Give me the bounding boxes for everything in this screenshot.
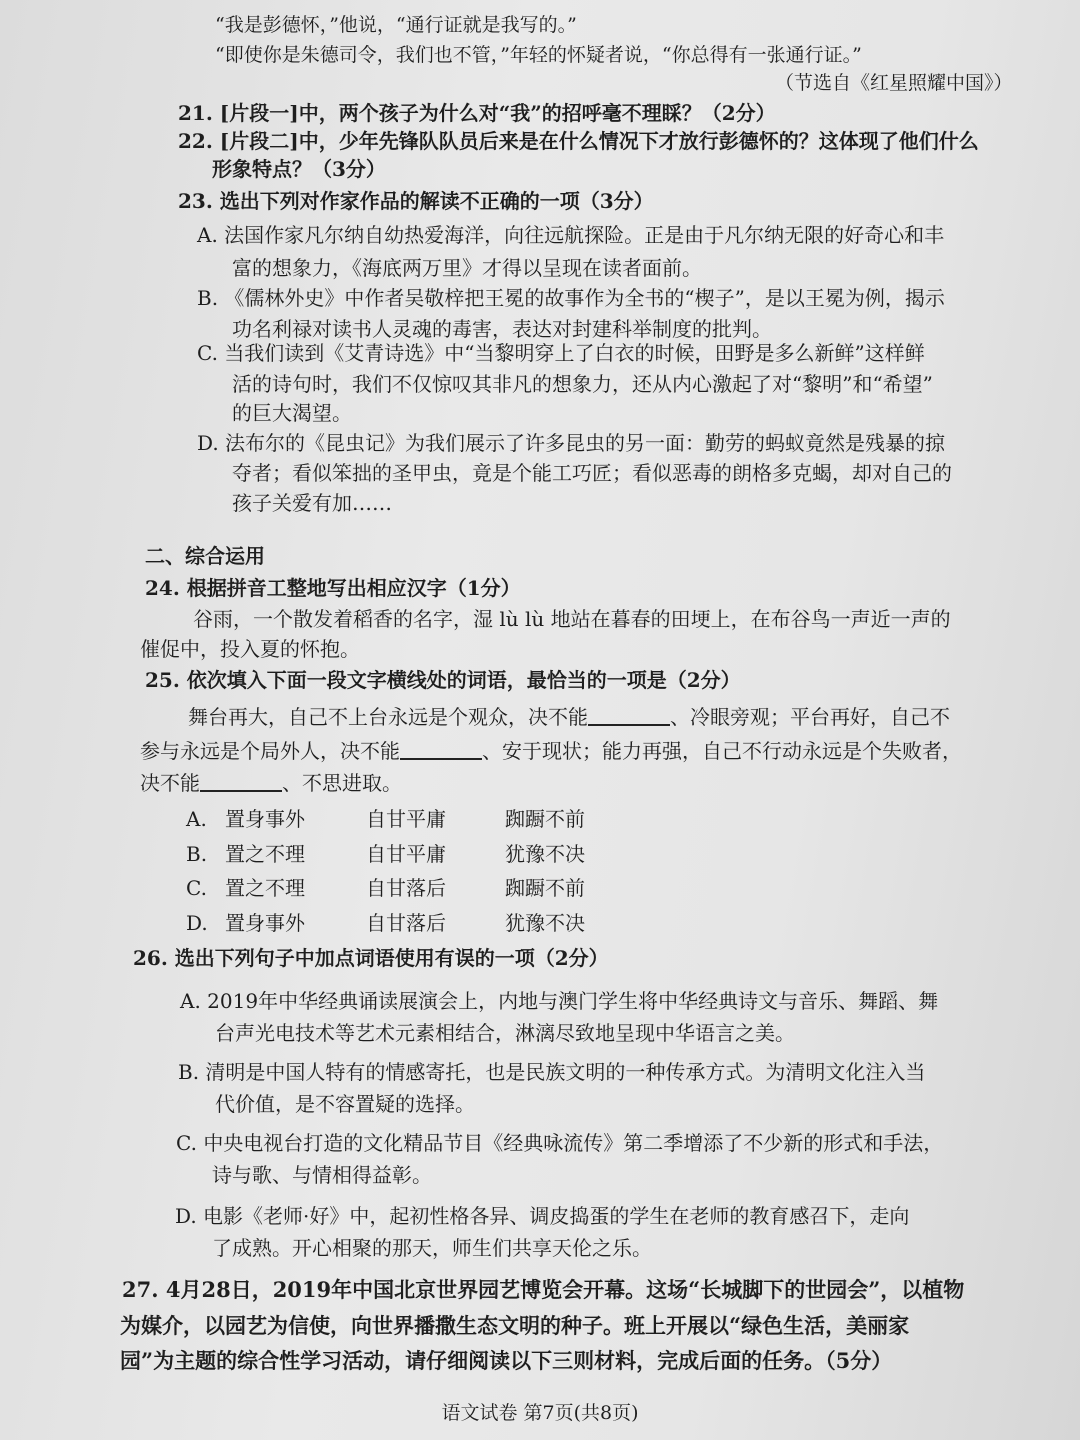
q26-option-a bbox=[180, 988, 938, 1014]
para-text: 、不思进取。 bbox=[282, 771, 402, 795]
option-text: 中央电视台打造的文化精品节目《经典咏流传》第二季增添了不少新的形式和手法， bbox=[203, 1131, 944, 1155]
question-22 bbox=[178, 128, 979, 154]
para-text: 舞台再大，自己不上台永远是个观众，决不能 bbox=[188, 705, 588, 729]
option-word-3: 犹豫不决 bbox=[505, 842, 585, 866]
option-word-3: 犹豫不决 bbox=[505, 911, 585, 935]
page-footer: 语文试卷 第7页(共8页) bbox=[441, 1402, 639, 1424]
q23-option-d bbox=[197, 430, 945, 456]
q23-option-c-cont1: 活的诗句时，我们不仅惊叹其非凡的想象力，还从内心激起了对“黎明”和“希望” bbox=[232, 372, 933, 396]
question-number: 23. bbox=[178, 189, 213, 213]
question-number: 24. bbox=[145, 576, 180, 600]
option-text: 法国作家凡尔纳自幼热爱海洋，向往远航探险。正是由于凡尔纳无限的好奇心和丰 bbox=[224, 223, 945, 247]
q23-option-d-cont1: 夺者；看似笨拙的圣甲虫，竟是个能工巧匠；看似恶毒的朗格多克蝎，却对自己的 bbox=[232, 461, 952, 485]
option-label: C. bbox=[197, 341, 218, 365]
question-26 bbox=[133, 945, 609, 971]
option-word-1: 置身事外 bbox=[225, 807, 305, 831]
question-25 bbox=[145, 667, 741, 693]
q23-option-a-cont: 富的想象力，《海底两万里》才得以呈现在读者面前。 bbox=[232, 256, 702, 280]
option-text: 2019年中华经典诵读展演会上，内地与澳门学生将中华经典诗文与音乐、舞蹈、舞 bbox=[207, 989, 939, 1013]
question-text: 选出下列对作家作品的解读不正确的一项（3分） bbox=[219, 189, 654, 213]
para-text: 、冷眼旁观；平台再好，自己不 bbox=[670, 705, 950, 729]
question-number: 22. bbox=[178, 129, 213, 153]
option-word-1: 置之不理 bbox=[225, 876, 305, 900]
para-text: 参与永远是个局外人，决不能 bbox=[140, 739, 400, 763]
section-heading: 二、综合运用 bbox=[145, 544, 265, 568]
option-label: C. bbox=[176, 1131, 197, 1155]
question-text: 4月28日，2019年中国北京世界园艺博览会开幕。这场“长城脚下的世园会”，以植物 bbox=[165, 1277, 965, 1302]
question-text: 选出下列句子中加点词语使用有误的一项（2分） bbox=[174, 946, 609, 970]
option-text: 法布尔的《昆虫记》为我们展示了许多昆虫的另一面：勤劳的蚂蚁竟然是残暴的掠 bbox=[225, 431, 946, 455]
para-text: 、安于现状；能力再强，自己不行动永远是个失败者， bbox=[482, 739, 962, 763]
question-number: 26. bbox=[133, 946, 168, 970]
option-text: 当我们读到《艾青诗选》中“当黎明穿上了白衣的时候，田野是多么新鲜”这样鲜 bbox=[224, 341, 925, 365]
q23-option-c-cont2: 的巨大渴望。 bbox=[232, 401, 352, 425]
question-21 bbox=[178, 100, 776, 126]
q25-para-3 bbox=[140, 770, 402, 796]
q24-body-1: 谷雨，一个散发着稻香的名字，湿 lù lù 地站在暮春的田埂上，在布谷鸟一声近一声的 bbox=[193, 607, 951, 631]
q26-option-b-cont: 代价值，是不容置疑的选择。 bbox=[215, 1092, 475, 1116]
option-word-3: 踟蹰不前 bbox=[505, 876, 585, 900]
para-text: 决不能 bbox=[140, 771, 200, 795]
option-word-2: 自甘平庸 bbox=[366, 842, 446, 866]
question-27-cont-1: 为媒介，以园艺为信使，向世界播撒生态文明的种子。班上开展以“绿色生活，美丽家 bbox=[120, 1313, 910, 1338]
excerpt-line-2: “即使你是朱德司令，我们也不管，”年轻的怀疑者说，“你总得有一张通行证。” bbox=[215, 44, 862, 66]
option-word-2: 自甘平庸 bbox=[366, 807, 446, 831]
option-label: B. bbox=[178, 1060, 200, 1084]
option-word-1: 置之不理 bbox=[225, 842, 305, 866]
q23-option-b bbox=[197, 285, 945, 311]
fill-blank bbox=[200, 772, 282, 792]
question-number: 21. bbox=[178, 101, 213, 125]
q25-para-1 bbox=[188, 704, 950, 730]
question-number: 27. bbox=[122, 1277, 159, 1302]
option-text: 清明是中国人特有的情感寄托，也是民族文明的一种传承方式。为清明文化注入当 bbox=[205, 1060, 926, 1084]
fill-blank bbox=[400, 740, 482, 760]
q26-option-c bbox=[176, 1130, 943, 1156]
option-label: B. bbox=[197, 286, 219, 310]
question-text: [片段一]中，两个孩子为什么对“我”的招呼毫不理睬？（2分） bbox=[219, 101, 776, 125]
option-word-2: 自甘落后 bbox=[366, 911, 446, 935]
q23-option-a bbox=[197, 222, 944, 248]
question-text: 根据拼音工整地写出相应汉字（1分） bbox=[186, 576, 521, 600]
q26-option-a-cont: 台声光电技术等艺术元素相结合，淋漓尽致地呈现中华语言之美。 bbox=[215, 1021, 795, 1045]
option-text: 电影《老师·好》中，起初性格各异、调皮捣蛋的学生在老师的教育感召下，走向 bbox=[203, 1204, 910, 1228]
excerpt-line-1: “我是彭德怀，”他说，“通行证就是我写的。” bbox=[215, 14, 577, 36]
option-label: D. bbox=[197, 431, 219, 455]
option-label: A. bbox=[180, 989, 201, 1013]
option-label: A. bbox=[186, 807, 207, 831]
excerpt-source: （节选自《红星照耀中国》） bbox=[775, 72, 1013, 94]
question-text: 依次填入下面一段文字横线处的词语，最恰当的一项是（2分） bbox=[186, 668, 741, 692]
question-text: [片段二]中，少年先锋队队员后来是在什么情况下才放行彭德怀的？这体现了他们什么 bbox=[219, 129, 979, 153]
fill-blank bbox=[588, 706, 670, 726]
question-27 bbox=[122, 1277, 964, 1303]
question-number: 25. bbox=[145, 668, 180, 692]
option-word-2: 自甘落后 bbox=[366, 876, 446, 900]
q26-option-c-cont: 诗与歌、与情相得益彰。 bbox=[212, 1163, 432, 1187]
q26-option-d bbox=[175, 1203, 909, 1229]
question-27-cont-2: 园”为主题的综合性学习活动，请仔细阅读以下三则材料，完成后面的任务。（5分） bbox=[120, 1348, 893, 1373]
q24-body-2: 催促中，投入夏的怀抱。 bbox=[140, 637, 360, 661]
q26-option-d-cont: 了成熟。开心相聚的那天，师生们共享天伦之乐。 bbox=[212, 1236, 652, 1260]
q23-option-d-cont2: 孩子关爱有加…… bbox=[232, 491, 392, 515]
question-24 bbox=[145, 575, 521, 601]
option-label: A. bbox=[197, 223, 218, 247]
option-label: D. bbox=[186, 911, 208, 935]
q25-para-2 bbox=[140, 738, 962, 764]
question-22-cont: 形象特点？（3分） bbox=[212, 157, 386, 181]
option-word-1: 置身事外 bbox=[225, 911, 305, 935]
q26-option-b bbox=[178, 1059, 925, 1085]
option-label: B. bbox=[186, 842, 208, 866]
q23-option-b-cont: 功名利禄对读书人灵魂的毒害，表达对封建科举制度的批判。 bbox=[232, 317, 772, 341]
option-word-3: 踟蹰不前 bbox=[505, 807, 585, 831]
q23-option-c bbox=[197, 340, 925, 366]
option-label: D. bbox=[175, 1204, 197, 1228]
option-text: 《儒林外史》中作者吴敬梓把王冕的故事作为全书的“楔子”，是以王冕为例，揭示 bbox=[224, 286, 945, 310]
question-23 bbox=[178, 188, 654, 214]
option-label: C. bbox=[186, 876, 207, 900]
